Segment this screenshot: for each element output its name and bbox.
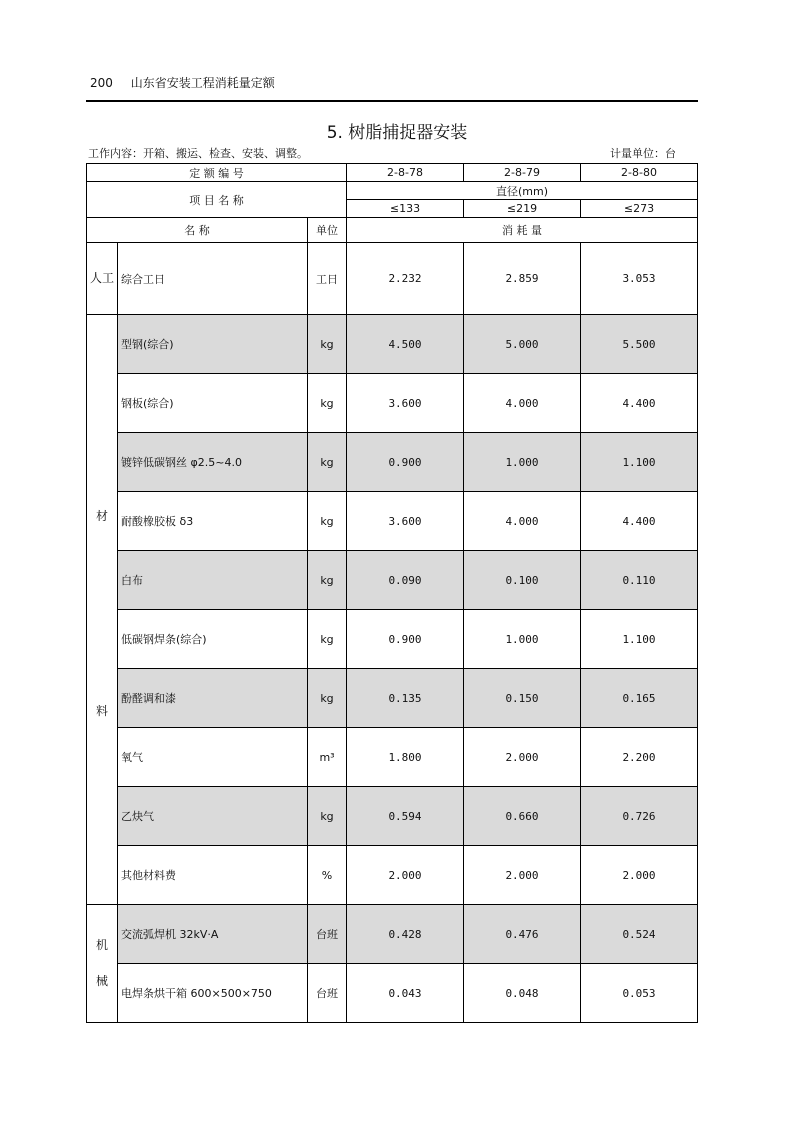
item-name-label: 项 目 名 称 [87, 182, 347, 218]
page-number: 200 [90, 76, 113, 90]
item-name: 钢板(综合) [118, 374, 308, 433]
value-cell: 4.500 [347, 315, 464, 374]
value-cell: 1.000 [464, 433, 581, 492]
item-unit: 工日 [308, 243, 347, 315]
book-title: 山东省安装工程消耗量定额 [130, 76, 275, 90]
item-name: 其他材料费 [118, 846, 308, 905]
value-cell: 5.000 [464, 315, 581, 374]
item-unit: kg [308, 433, 347, 492]
value-cell: 0.135 [347, 669, 464, 728]
value-cell: 2.000 [464, 846, 581, 905]
value-cell: 1.100 [581, 433, 698, 492]
category-machine [87, 905, 118, 1023]
value-cell: 2.000 [464, 728, 581, 787]
value-cell: 4.400 [581, 492, 698, 551]
value-cell: 0.726 [581, 787, 698, 846]
value-cell: 5.500 [581, 315, 698, 374]
item-unit: m³ [308, 728, 347, 787]
category-labor: 人工 [87, 243, 118, 315]
value-cell: 0.900 [347, 610, 464, 669]
item-name: 镀锌低碳钢丝 φ2.5~4.0 [118, 433, 308, 492]
work-content: 工作内容：开箱、搬运、检查、安装、调整。 [88, 147, 308, 160]
value-cell: 0.100 [464, 551, 581, 610]
item-name: 型钢(综合) [118, 315, 308, 374]
value-cell: 1.800 [347, 728, 464, 787]
item-name: 白布 [118, 551, 308, 610]
unit-note: 计量单位：台 [610, 147, 676, 160]
item-unit: kg [308, 315, 347, 374]
diameter-cell: ≤273 [581, 200, 698, 218]
value-cell: 0.428 [347, 905, 464, 964]
value-cell: 0.660 [464, 787, 581, 846]
item-name: 酚醛调和漆 [118, 669, 308, 728]
section-title: 5. 树脂捕捉器安装 [326, 123, 468, 143]
value-cell: 4.400 [581, 374, 698, 433]
item-name: 电焊条烘干箱 600×500×750 [118, 964, 308, 1023]
value-cell: 2.232 [347, 243, 464, 315]
value-cell: 0.043 [347, 964, 464, 1023]
diameter-label: 直径(mm) [347, 182, 698, 200]
item-unit: kg [308, 787, 347, 846]
value-cell: 2.859 [464, 243, 581, 315]
item-name: 低碳钢焊条(综合) [118, 610, 308, 669]
code-cell: 2-8-80 [581, 164, 698, 182]
item-name: 乙炔气 [118, 787, 308, 846]
value-cell: 0.900 [347, 433, 464, 492]
value-cell: 3.053 [581, 243, 698, 315]
item-name: 综合工日 [118, 243, 308, 315]
col-consumption-header: 消 耗 量 [347, 218, 698, 243]
col-name-header: 名 称 [87, 218, 308, 243]
value-cell: 3.600 [347, 492, 464, 551]
item-unit: kg [308, 669, 347, 728]
col-unit-header: 单位 [308, 218, 347, 243]
category-material [87, 315, 118, 905]
quota-no-label: 定 额 编 号 [87, 164, 347, 182]
value-cell: 0.524 [581, 905, 698, 964]
value-cell: 0.150 [464, 669, 581, 728]
category-machine-char-1: 机 [95, 938, 108, 953]
value-cell: 0.110 [581, 551, 698, 610]
value-cell: 1.100 [581, 610, 698, 669]
page-header [90, 74, 289, 91]
value-cell: 1.000 [464, 610, 581, 669]
value-cell: 0.090 [347, 551, 464, 610]
value-cell: 0.594 [347, 787, 464, 846]
category-machine-char-2: 械 [95, 973, 108, 988]
code-cell: 2-8-78 [347, 164, 464, 182]
header-rule [86, 100, 698, 102]
value-cell: 2.000 [581, 846, 698, 905]
item-unit: kg [308, 374, 347, 433]
category-material-char-2: 料 [95, 704, 108, 718]
item-unit: 台班 [308, 964, 347, 1023]
diameter-cell: ≤219 [464, 200, 581, 218]
item-name: 氧气 [118, 728, 308, 787]
item-unit: 台班 [308, 905, 347, 964]
item-unit: kg [308, 492, 347, 551]
value-cell: 4.000 [464, 492, 581, 551]
value-cell: 0.048 [464, 964, 581, 1023]
value-cell: 3.600 [347, 374, 464, 433]
value-cell: 0.165 [581, 669, 698, 728]
value-cell: 2.200 [581, 728, 698, 787]
code-cell: 2-8-79 [464, 164, 581, 182]
item-name: 交流弧焊机 32kV·A [118, 905, 308, 964]
value-cell: 0.053 [581, 964, 698, 1023]
diameter-cell: ≤133 [347, 200, 464, 218]
value-cell: 4.000 [464, 374, 581, 433]
item-unit: kg [308, 610, 347, 669]
value-cell: 2.000 [347, 846, 464, 905]
item-unit: % [308, 846, 347, 905]
quota-table [86, 163, 698, 1023]
value-cell: 0.476 [464, 905, 581, 964]
item-unit: kg [308, 551, 347, 610]
category-material-char-1: 材 [95, 509, 108, 523]
item-name: 耐酸橡胶板 δ3 [118, 492, 308, 551]
